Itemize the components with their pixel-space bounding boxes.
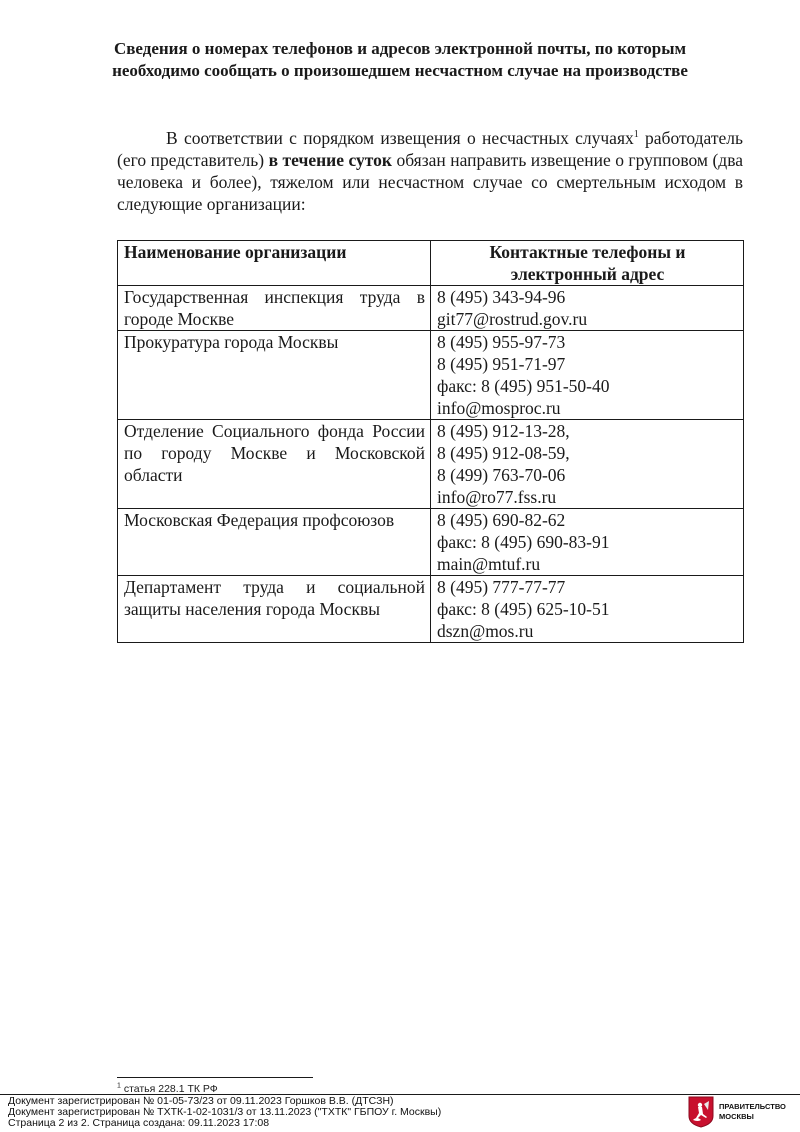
table-row [118, 331, 744, 420]
organization-contacts [431, 576, 744, 643]
organization-name: Прокуратура города Москвы [118, 331, 431, 420]
contact-line: 8 (495) 690-82-62 [437, 510, 566, 530]
contact-line: info@mosproc.ru [437, 398, 561, 418]
government-label [719, 1102, 786, 1122]
intro-text-part3: обязан направить извещение о групповом (два человека и более), тяжелом или несчастном случае со смертельным исходом в следующие организации: [117, 150, 743, 214]
table-header-row [118, 241, 744, 286]
organization-name: Государственная инспекция труда в городе Москве [118, 286, 431, 331]
contact-line: 8 (495) 912-08-59, [437, 443, 570, 463]
footnote-text: статья 228.1 ТК РФ [120, 1083, 218, 1095]
header-organization: Наименование организации [118, 241, 431, 286]
table-row [118, 576, 744, 643]
registration-stamp [8, 1096, 441, 1129]
document-title: Сведения о номерах телефонов и адресов электронной почты, по которым необходимо сообщать о произошедшем несчастном случае на производстве [112, 39, 688, 80]
registration-line-2: Документ зарегистрирован № ТХТК-1-02-1031/3 от 13.11.2023 ("ТХТК" ГБПОУ г. Москвы) [8, 1106, 442, 1118]
contact-line: 8 (495) 955-97-73 [437, 332, 566, 352]
header-contacts: Контактные телефоны и электронный адрес [431, 241, 744, 286]
table-row [118, 286, 744, 331]
contact-line: info@ro77.fss.ru [437, 487, 557, 507]
registration-line-1: Документ зарегистрирован № 01-05-73/23 от 09.11.2023 Горшков В.В. (ДТСЗН) [8, 1095, 394, 1107]
intro-deadline-bold: в течение суток [268, 150, 392, 170]
intro-text-part1: В соответствии с порядком извещения о несчастных случаях [166, 128, 634, 148]
contact-line: git77@rostrud.gov.ru [437, 309, 588, 329]
table-body [118, 286, 744, 643]
footnote-reference: 1 [633, 129, 639, 141]
registration-line-3: Страница 2 из 2. Страница создана: 09.11.2023 17:08 [8, 1117, 270, 1129]
contact-line: факс: 8 (495) 625-10-51 [437, 599, 610, 619]
organization-name: Отделение Социального фонда России по городу Москве и Московской области [118, 420, 431, 509]
moscow-coat-of-arms-icon [688, 1096, 714, 1128]
organizations-table [117, 240, 744, 643]
organization-contacts [431, 420, 744, 509]
contact-line: 8 (495) 343-94-96 [437, 287, 566, 307]
footnote-marker: 1 [117, 1082, 121, 1090]
contact-line: 8 (499) 763-70-06 [437, 465, 566, 485]
footnote-separator [117, 1077, 313, 1078]
organization-contacts [431, 286, 744, 331]
table-row [118, 420, 744, 509]
organization-contacts [431, 331, 744, 420]
government-label-line-2: МОСКВЫ [719, 1112, 754, 1121]
organization-contacts [431, 509, 744, 576]
organization-name: Московская Федерация профсоюзов [118, 509, 431, 576]
contact-line: 8 (495) 912-13-28, [437, 421, 570, 441]
contact-line: main@mtuf.ru [437, 554, 541, 574]
intro-text-part2: работодатель (его представитель) [117, 128, 743, 170]
government-label-line-1: ПРАВИТЕЛЬСТВО [719, 1102, 786, 1111]
moscow-government-logo [688, 1096, 800, 1130]
contact-line: dszn@mos.ru [437, 621, 534, 641]
contact-line: 8 (495) 777-77-77 [437, 577, 566, 597]
organization-name: Департамент труда и социальной защиты населения города Москвы [118, 576, 431, 643]
contact-line: 8 (495) 951-71-97 [437, 354, 566, 374]
contact-line: факс: 8 (495) 690-83-91 [437, 532, 610, 552]
contact-line: факс: 8 (495) 951-50-40 [437, 376, 610, 396]
intro-paragraph [117, 127, 743, 215]
table-row [118, 509, 744, 576]
